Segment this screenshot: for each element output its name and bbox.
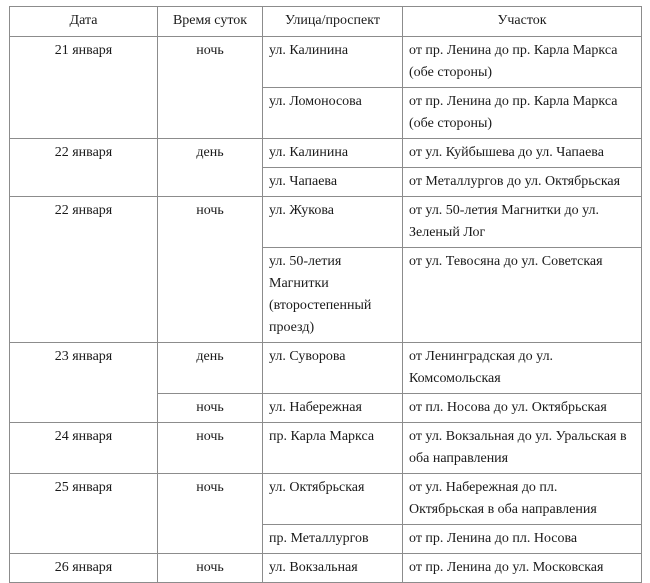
table-row xyxy=(10,474,642,525)
date-cell: 22 января xyxy=(10,139,158,197)
table-row xyxy=(10,197,642,248)
table-row xyxy=(10,139,642,168)
header-date: Дата xyxy=(10,7,158,37)
street-cell: ул. Калинина xyxy=(263,139,403,168)
section-cell: от пр. Ленина до пр. Карла Маркса (обе стороны) xyxy=(403,37,642,88)
section-cell: от ул. 50-летия Магнитки до ул. Зеленый Лог xyxy=(403,197,642,248)
date-cell: 25 января xyxy=(10,474,158,554)
section-cell: от Ленинградская до ул. Комсомольская xyxy=(403,343,642,394)
section-cell: от ул. Вокзальная до ул. Уральская в оба направления xyxy=(403,423,642,474)
date-cell: 22 января xyxy=(10,197,158,343)
section-cell: от пл. Носова до ул. Октябрьская xyxy=(403,394,642,423)
street-cell: ул. Жукова xyxy=(263,197,403,248)
date-cell: 23 января xyxy=(10,343,158,423)
closure-schedule-table xyxy=(9,6,642,583)
street-cell: ул. Набережная xyxy=(263,394,403,423)
table-row xyxy=(10,423,642,474)
section-cell: от ул. Набережная до пл. Октябрьская в оба направления xyxy=(403,474,642,525)
street-cell: пр. Карла Маркса xyxy=(263,423,403,474)
section-cell: от Металлургов до ул. Октябрьская xyxy=(403,168,642,197)
street-cell: ул. 50-летия Магнитки (второстепенный проезд) xyxy=(263,248,403,343)
section-cell: от ул. Тевосяна до ул. Советская xyxy=(403,248,642,343)
street-cell: ул. Чапаева xyxy=(263,168,403,197)
header-row xyxy=(10,7,642,37)
street-cell: пр. Металлургов xyxy=(263,525,403,554)
time-cell: ночь xyxy=(158,197,263,343)
street-cell: ул. Вокзальная xyxy=(263,554,403,583)
street-cell: ул. Октябрьская xyxy=(263,474,403,525)
header-time: Время суток xyxy=(158,7,263,37)
time-cell: ночь xyxy=(158,37,263,139)
date-cell: 21 января xyxy=(10,37,158,139)
street-cell: ул. Калинина xyxy=(263,37,403,88)
time-cell: день xyxy=(158,343,263,394)
date-cell: 24 января xyxy=(10,423,158,474)
section-cell: от пр. Ленина до ул. Московская xyxy=(403,554,642,583)
section-cell: от пр. Ленина до пр. Карла Маркса (обе стороны) xyxy=(403,88,642,139)
table-row xyxy=(10,37,642,88)
table-row xyxy=(10,343,642,394)
time-cell: ночь xyxy=(158,394,263,423)
time-cell: ночь xyxy=(158,554,263,583)
section-cell: от пр. Ленина до пл. Носова xyxy=(403,525,642,554)
table-row xyxy=(10,554,642,583)
street-cell: ул. Суворова xyxy=(263,343,403,394)
street-cell: ул. Ломоносова xyxy=(263,88,403,139)
section-cell: от ул. Куйбышева до ул. Чапаева xyxy=(403,139,642,168)
date-cell: 26 января xyxy=(10,554,158,583)
time-cell: ночь xyxy=(158,474,263,554)
time-cell: ночь xyxy=(158,423,263,474)
time-cell: день xyxy=(158,139,263,197)
header-section: Участок xyxy=(403,7,642,37)
header-street: Улица/проспект xyxy=(263,7,403,37)
